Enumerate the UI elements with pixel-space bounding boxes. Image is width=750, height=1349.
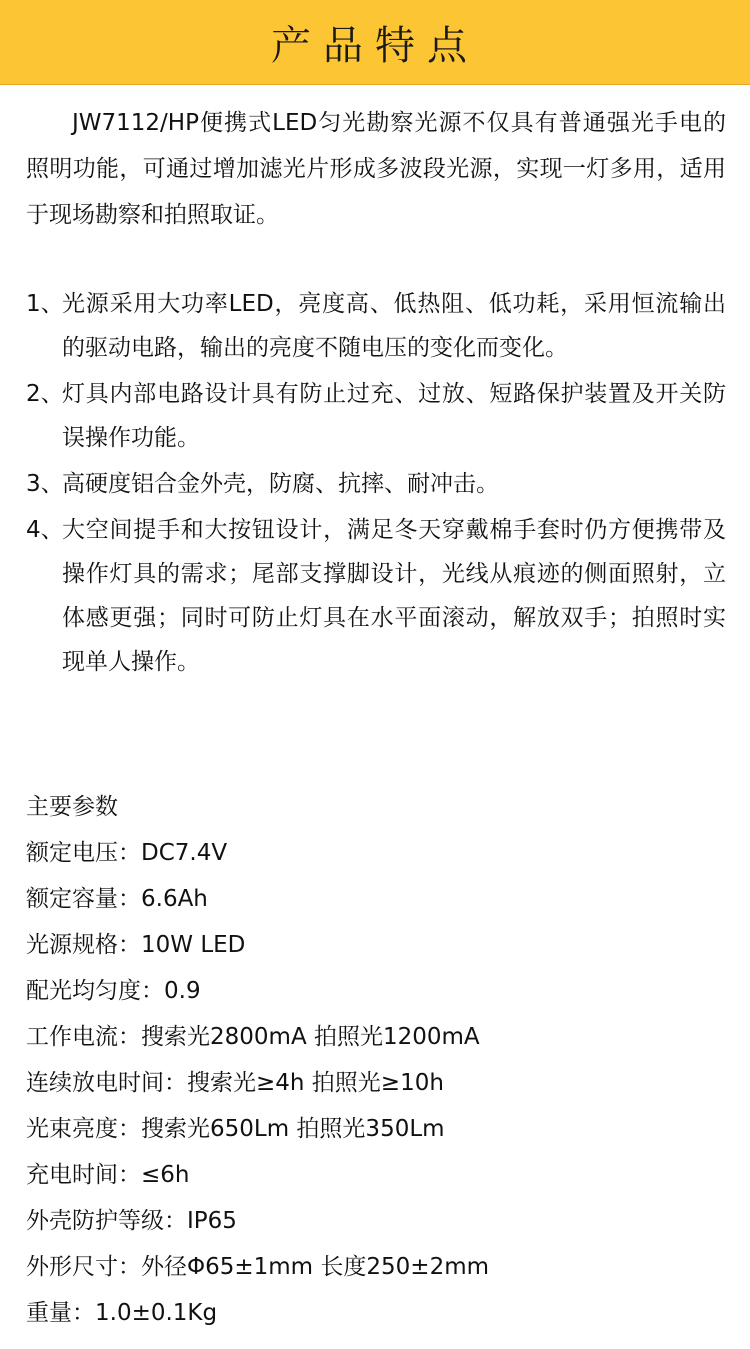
spec-charge-time: 充电时间：≤6h: [26, 1162, 190, 1188]
spec-rated-capacity: 额定容量：6.6Ah: [26, 886, 208, 912]
spec-beam-brightness: 光束亮度：搜索光650Lm 拍照光350Lm: [26, 1116, 445, 1142]
intro-paragraph: JW7112/HP便携式LED匀光勘察光源不仅具有普通强光手电的照明功能，可通过增加滤光片形成多波段光源，实现一灯多用，适用于现场勘察和拍照取证。: [26, 110, 726, 228]
page-title: 产品特点: [271, 22, 479, 69]
feature-item: [26, 508, 726, 684]
specs-section: [26, 785, 726, 1337]
feature-text: 高硬度铝合金外壳，防腐、抗摔、耐冲击。: [62, 471, 499, 497]
feature-item: [26, 282, 726, 370]
spec-dimensions: 外形尺寸：外径Φ65±1mm 长度250±2mm: [26, 1254, 490, 1280]
spec-protection-rating: 外壳防护等级：IP65: [26, 1208, 237, 1234]
feature-number: 1、: [26, 291, 64, 317]
feature-text: 灯具内部电路设计具有防止过充、过放、短路保护装置及开关防误操作功能。: [62, 381, 726, 451]
feature-item: [26, 372, 726, 460]
feature-text: 大空间提手和大按钮设计，满足冬天穿戴棉手套时仍方便携带及操作灯具的需求；尾部支撑脚设计，光线从痕迹的侧面照射，立体感更强；同时可防止灯具在水平面滚动，解放双手；拍照时实现单人操作。: [62, 517, 726, 675]
feature-number: 3、: [26, 471, 64, 497]
feature-item: [26, 462, 726, 506]
feature-list: [26, 282, 726, 686]
specs-title: 主要参数: [26, 794, 118, 820]
spec-uniformity: 配光均匀度：0.9: [26, 978, 201, 1004]
spec-working-current: 工作电流：搜索光2800mA 拍照光1200mA: [26, 1024, 480, 1050]
feature-number: 2、: [26, 381, 64, 407]
feature-text: 光源采用大功率LED，亮度高、低热阻、低功耗，采用恒流输出的驱动电路，输出的亮度不随电压的变化而变化。: [62, 291, 726, 361]
spec-weight: 重量：1.0±0.1Kg: [26, 1300, 218, 1326]
spec-light-source: 光源规格：10W LED: [26, 932, 246, 958]
feature-number: 4、: [26, 517, 64, 543]
spec-rated-voltage: 额定电压：DC7.4V: [26, 840, 228, 866]
spec-discharge-time: 连续放电时间：搜索光≥4h 拍照光≥10h: [26, 1070, 444, 1096]
header-banner: [0, 0, 750, 85]
